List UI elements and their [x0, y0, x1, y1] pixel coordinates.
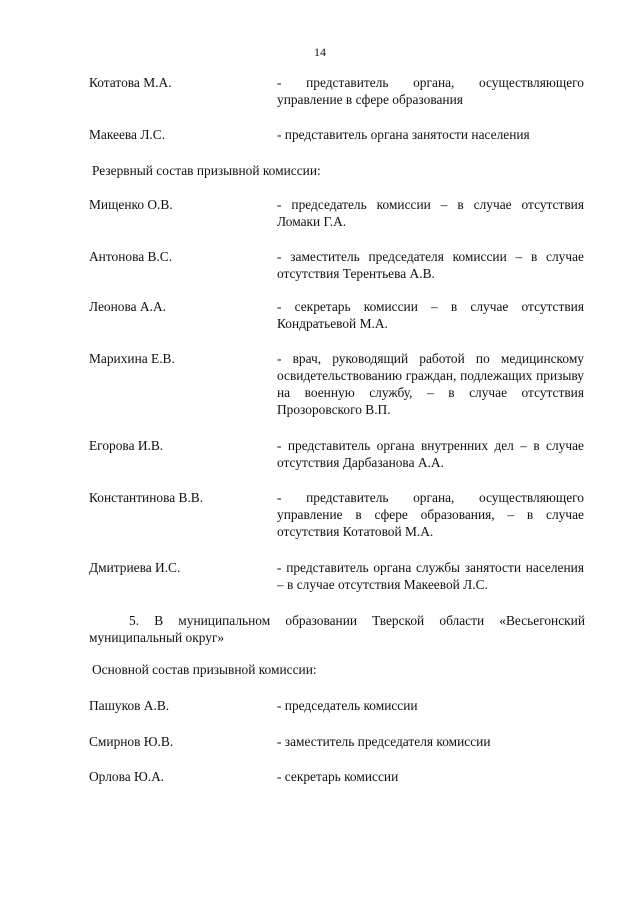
member-name: Антонова В.С.: [89, 249, 173, 264]
member-role: - представитель органа, осуществляющего управление в сфере образования, – в случае отсутствия Котатовой М.А.: [277, 490, 584, 539]
member-name: Дмитриева И.С.: [89, 560, 181, 575]
member-role: - представитель органа службы занятости населения – в случае отсутствия Макеевой Л.С.: [277, 560, 584, 592]
member-name: Пашуков А.В.: [89, 698, 170, 713]
main-heading: Основной состав призывной комиссии:: [92, 662, 317, 677]
member-name: Макеева Л.С.: [89, 127, 166, 142]
member-role: - заместитель председателя комиссии: [277, 734, 491, 749]
member-name: Марихина Е.В.: [89, 351, 175, 366]
member-name: Константинова В.В.: [89, 490, 204, 505]
member-role: - представитель органа, осуществляющего управление в сфере образования: [277, 75, 584, 107]
member-name: Мищенко О.В.: [89, 197, 173, 212]
page-number: 14: [314, 45, 326, 59]
member-name: Егорова И.В.: [89, 438, 164, 453]
member-role: - председатель комиссии – в случае отсутствия Ломаки Г.А.: [277, 197, 584, 229]
member-name: Орлова Ю.А.: [89, 769, 165, 784]
member-role: - представитель органа занятости населения: [277, 127, 530, 142]
member-role: - секретарь комиссии – в случае отсутствия Кондратьевой М.А.: [277, 299, 584, 331]
member-name: Леонова А.А.: [89, 299, 166, 314]
section-paragraph: 5. В муниципальном образовании Тверской области «Весьегонский муниципальный округ»: [89, 613, 585, 645]
member-role: - председатель комиссии: [277, 698, 418, 713]
member-role: - секретарь комиссии: [277, 769, 399, 784]
member-role: - заместитель председателя комиссии – в случае отсутствия Терентьева А.В.: [277, 249, 584, 281]
member-name: Котатова М.А.: [89, 75, 172, 90]
reserve-heading: Резервный состав призывной комиссии:: [92, 163, 321, 178]
member-role: - представитель органа внутренних дел – в случае отсутствия Дарбазанова А.А.: [277, 438, 584, 470]
member-role: - врач, руководящий работой по медицинскому освидетельствованию граждан, подлежащих призыву на военную службу, – в случае отсутствия Прозоровского В.П.: [277, 351, 584, 417]
member-name: Смирнов Ю.В.: [89, 734, 174, 749]
